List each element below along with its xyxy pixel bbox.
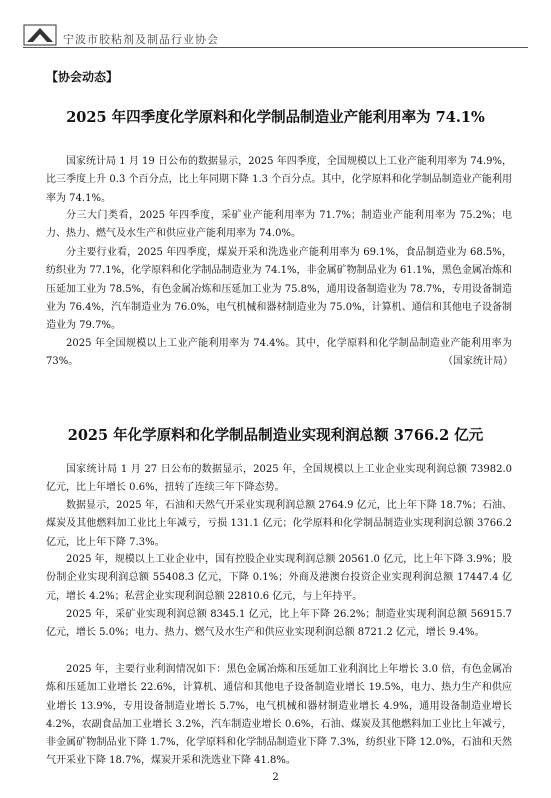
header-rule — [23, 47, 528, 48]
association-logo — [23, 24, 57, 46]
page-number: 2 — [272, 772, 279, 783]
article2-paragraph: 2025 年，采矿业实现利润总额 8345.1 亿元，比上年下降 26.2%；制造业实现利润总额 56915.7 亿元，增长 5.0%；电力、热力、燃气及水生产和供应业实现利润总额 8721.2 亿元，增长 9.4%。 — [46, 609, 512, 639]
article2-paragraph: 数据显示，2025 年，石油和天然气开采业实现利润总额 2764.9 亿元，比上年下降 18.7%；石油、煤炭及其他燃料加工业比上年减亏，亏损 131.1 亿元；化学原料和化学制品制造业实现利润总额 3766.2 亿元，比上年下降 7.3%。 — [46, 500, 512, 548]
article2-paragraph: 国家统计局 1 月 27 日公布的数据显示，2025 年，全国规模以上工业企业实现利润总额 73982.0 亿元，比上年增长 0.6%，扭转了连续三年下降态势。 — [46, 464, 512, 494]
article1-source: （国家统计局） — [443, 356, 513, 367]
article1-paragraph: 国家统计局 1 月 19 日公布的数据显示，2025 年四季度，全国规模以上工业产能利用率为 74.9%，比三季度上升 0.3 个百分点，比上年同期下降 1.3 个百分点。其中，化学原料和化学制品制造业产能利用率为 74.1%。 — [46, 156, 512, 204]
article1-paragraph: 2025 年全国规模以上工业产能利用率为 74.4%。其中，化学原料和化学制品制造业产能利用率为 73%。 — [46, 338, 512, 368]
article1-paragraph: 分主要行业看，2025 年四季度，煤炭开采和洗选业产能利用率为 69.1%，食品制造业为 68.5%，纺织业为 77.1%，化学原料和化学制品制造业为 74.1%，非金属矿物制品业为 61.1%，黑色金属冶炼和压延加工业为 78.5%，有色金属冶炼和压延加工业为 75.8%，通用设备制造业为 78.7%，专用设备制造业为 76.4%，汽车制造业为 76.0%，电气机械和器材制造业为 75.0%，计算机、通信和其他电子设备制造业为 79.7%。 — [46, 247, 512, 332]
article-title-profit: 2025 年化学原料和化学制品制造业实现利润总额 3766.2 亿元 — [67, 427, 484, 444]
article1-paragraph: 分三大门类看，2025 年四季度，采矿业产能利用率为 71.7%；制造业产能利用率为 75.2%；电力、热力、燃气及水生产和供应业产能利用率为 74.0%。 — [46, 210, 512, 240]
section-tag: 【协会动态】 — [46, 70, 119, 84]
article-title-capacity: 2025 年四季度化学原料和化学制品制造业产能利用率为 74.1% — [66, 109, 485, 126]
association-name: 宁波市胶粘剂及制品行业协会 — [63, 33, 219, 46]
page-header — [23, 22, 528, 50]
article2-paragraph: 2025 年，主要行业利润情况如下：黑色金属冶炼和压延加工业利润比上年增长 3.0 倍，有色金属冶炼和压延加工业增长 22.6%，计算机、通信和其他电子设备制造业增长 19.5%，电力、热力生产和供应业增长 13.9%，专用设备制造业增长 5.7%，电气机械和器材制造业增长 4.9%，通用设备制造业增长 4.2%，农副食品加工业增长 3.2%，汽车制造业增长 0.6%，石油、煤炭及其他燃料加工业比上年减亏，非金属矿物制品业下降 1.7%，化学原料和化学制品制造业下降 7.3%，纺织业下降 12.0%，石油和天然气开采业下降 18.7%，煤炭开采和洗选业下降 41.8%。 — [46, 664, 512, 767]
article2-paragraph: 2025 年，规模以上工业企业中，国有控股企业实现利润总额 20561.0 亿元，比上年下降 3.9%；股份制企业实现利润总额 55408.3 亿元，下降 0.1%；外商及港澳台投资企业实现利润总额 17447.4 亿元，增长 4.2%；私营企业实现利润总额 22810.6 亿元，与上年持平。 — [46, 554, 512, 602]
